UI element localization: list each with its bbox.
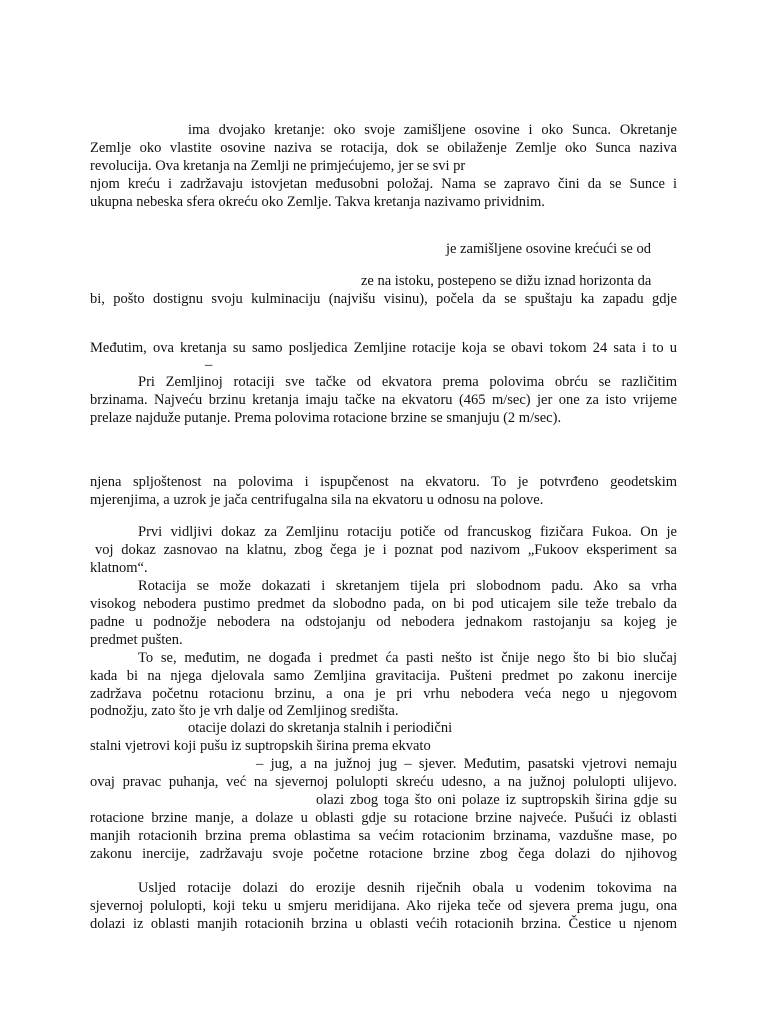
text-line: klatnom“. — [90, 560, 148, 576]
text-line: ze na istoku, postepeno se dižu iznad horizonta da — [361, 273, 652, 289]
text-line: Prvi vidljivi dokaz za Zemljinu rotaciju potiče od francuskog fizičara Fukoa. On je — [138, 524, 677, 540]
text-line: To se, međutim, ne događa i predmet ća pasti nešto ist čnije nego što bi bio slučaj — [138, 650, 677, 666]
text-line: predmet pušten. — [90, 632, 183, 648]
text-line: podnožju, zato što je vrh dalje od Zemljinog središta. — [90, 703, 399, 719]
text-line: Usljed rotacije dolazi do erozije desnih riječnih obala u vodenim tokovima na — [138, 880, 677, 896]
text-line: zakonu inercije, zadržavaju svoje početne rotacione brzine zbog čega dolazi do njihovog — [90, 846, 677, 862]
text-line: voj dokaz zasnovao na klatnu, zbog čega je i poznat pod nazivom „Fukoov eksperiment sa — [95, 542, 677, 558]
text-line: ovaj pravac puhanja, već na sjevernoj polulopti skreću udesno, a na južnoj polulopti ulijevo. — [90, 774, 677, 790]
text-line: bi, pošto dostignu svoju kulminaciju (najvišu visinu), počela da se spuštaju ka zapadu gdje — [90, 291, 677, 307]
text-line: sjevernoj polulopti, koji teku u smjeru meridijana. Ako rijeka teče od sjevera prema jugu, ona — [90, 898, 677, 914]
text-line: dolazi iz oblasti manjih rotacionih brzina u oblasti većih rotacionih brzina. Čestice u njenom — [90, 916, 677, 932]
text-line: Zemlje oko vlastite osovine naziva se rotacija, dok se obilaženje Zemlje oko Sunca naziva — [90, 140, 677, 156]
text-line: mjerenjima, a uzrok je jača centrifugalna sila na ekvatoru u odnosu na polove. — [90, 492, 544, 508]
text-line: stalni vjetrovi koji pušu iz suptropskih širina prema ekvato — [90, 738, 431, 754]
text-line: otacije dolazi do skretanja stalnih i periodični — [188, 720, 453, 736]
text-line: njom kreću i zadržavaju istovjetan međusobni položaj. Nama se zapravo čini da se Sunce i — [90, 176, 677, 192]
text-line: Međutim, ova kretanja su samo posljedica Zemljine rotacije koja se obavi tokom 24 sata i to u — [90, 340, 677, 356]
text-line: visokog nebodera pustimo predmet da slobodno pada, on bi pod uticajem sile teže trebalo da — [90, 596, 677, 612]
text-line: ima dvojako kretanje: oko svoje zamišljene osovine i oko Sunca. Okretanje — [188, 122, 677, 138]
text-line: – — [205, 357, 213, 373]
text-line: – jug, a na južnoj jug – sjever. Međutim, pasatski vjetrovi nemaju — [256, 756, 677, 772]
text-line: brzinama. Najveću brzinu kretanja imaju tačke na ekvatoru (465 m/sec) jer one za isto vrijeme — [90, 392, 677, 408]
text-line: Pri Zemljinoj rotaciji sve tačke od ekvatora prema polovima obrću se različitim — [138, 374, 677, 390]
text-line: kada bi na njega djelovala samo Zemljina gravitacija. Pušteni predmet po zakonu inercije — [90, 668, 677, 684]
text-line: manjih rotacionih brzina prema oblastima sa većim rotacionim brzinama, vazdušne mase, po — [90, 828, 677, 844]
text-line: zadržava početnu rotacionu brzinu, a ona je pri vrhu nebodera veća nego u njegovom — [90, 686, 677, 702]
text-line: olazi zbog toga što oni polaze iz suptropskih širina gdje su — [316, 792, 677, 808]
text-line: prelaze najduže putanje. Prema polovima rotacione brzine se smanjuju (2 m/sec). — [90, 410, 562, 426]
text-line: je zamišljene osovine krećući se od — [446, 241, 651, 257]
text-line: ukupna nebeska sfera okreću oko Zemlje. Takva kretanja nazivamo prividnim. — [90, 194, 545, 210]
text-line: Rotacija se može dokazati i skretanjem tijela pri slobodnom padu. Ako sa vrha — [138, 578, 677, 594]
text-line: njena spljoštenost na polovima i ispupčenost na ekvatoru. To je potvrđeno geodetskim — [90, 474, 677, 490]
text-line: revolucija. Ova kretanja na Zemlji ne primjećujemo, jer se svi pr — [90, 158, 466, 174]
text-line: padne u podnožje nebodera na odstojanju od nebodera jednakom rastojanju sa kojeg je — [90, 614, 677, 630]
text-line: rotacione brzine manje, a dolaze u oblasti gdje su rotacione brzine najveće. Pušući iz oblasti — [90, 810, 677, 826]
